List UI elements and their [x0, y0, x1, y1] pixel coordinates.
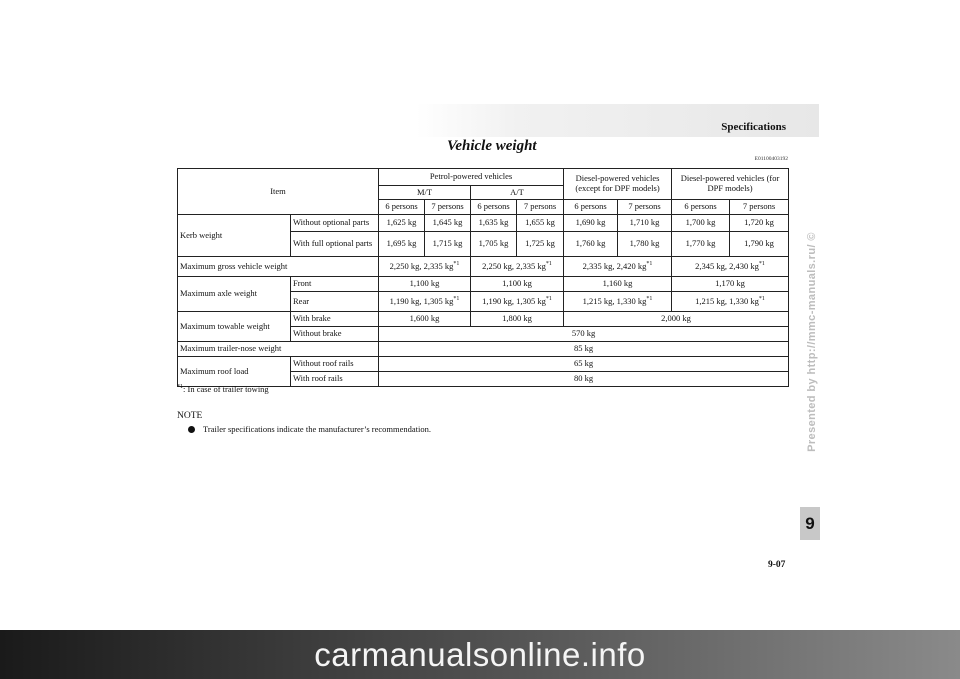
vehicle-weight-table [177, 168, 789, 387]
footnote-text: : In case of trailer towing [183, 384, 269, 394]
table-cell: 1,645 kg [425, 215, 471, 232]
table-cell: 80 kg [379, 372, 789, 387]
reference-code: E01100403192 [754, 156, 788, 162]
table-cell: 1,770 kg [672, 232, 730, 257]
footer-site-link[interactable]: carmanualsonline.info [314, 635, 646, 673]
towable-weight-label: Maximum towable weight [178, 312, 291, 342]
page-number: 9-07 [768, 560, 786, 570]
page-title: Vehicle weight [447, 138, 537, 154]
persons-header: 7 persons [425, 200, 471, 215]
table-cell: 1,215 kg, 1,330 $kg^{*1}$ [672, 292, 789, 312]
table-cell: 1,190 kg, 1,305 $kg^{*1}$ [379, 292, 471, 312]
footnote-mark: *1 [758, 260, 765, 267]
footnote-mark: *1 [177, 384, 183, 391]
footnote-mark: *1 [545, 260, 552, 267]
table-cell: 2,250 kg, 2,335 $kg^{*1}$ [379, 257, 471, 277]
footnote-mark: *1 [453, 260, 460, 267]
diesel-dpf-header: Diesel-powered vehicles (for DPF models) [672, 169, 789, 200]
watermark: Presented by http://mmc-manuals.ru/ © [806, 232, 818, 452]
footnote-mark: *1 [758, 295, 765, 302]
persons-header: 7 persons [517, 200, 564, 215]
trailer-nose-label: Maximum trailer-nose weight [178, 342, 379, 357]
axle-rear-label: Rear [291, 292, 379, 312]
mt-header: M/T [379, 186, 471, 200]
table-cell: 1,635 kg [471, 215, 517, 232]
table-cell: 1,700 kg [672, 215, 730, 232]
footnote [177, 384, 269, 394]
table-cell: 1,780 kg [618, 232, 672, 257]
table-cell: 570 kg [379, 327, 789, 342]
kerb-full-optional-label: With full optional parts [291, 232, 379, 257]
table-cell: 85 kg [379, 342, 789, 357]
table-cell: 1,705 kg [471, 232, 517, 257]
table-cell: 1,170 kg [672, 277, 789, 292]
persons-header: 6 persons [379, 200, 425, 215]
diesel-except-dpf-header: Diesel-powered vehicles (except for DPF models) [564, 169, 672, 200]
table-cell: 1,625 kg [379, 215, 425, 232]
section-header: Specifications [721, 121, 786, 133]
with-roof-rails-label: With roof rails [291, 372, 379, 387]
kerb-weight-label: Kerb weight [178, 215, 291, 257]
table-cell: 2,335 kg, 2,420 $kg^{*1}$ [564, 257, 672, 277]
footnote-mark: *1 [646, 295, 653, 302]
at-header: A/T [471, 186, 564, 200]
table-cell: 1,790 kg [730, 232, 789, 257]
table-cell: 1,800 kg [471, 312, 564, 327]
footnote-mark: *1 [545, 295, 552, 302]
table-cell: 1,725 kg [517, 232, 564, 257]
table-cell: 2,345 kg, 2,430 $kg^{*1}$ [672, 257, 789, 277]
table-cell: 1,215 kg, 1,330 $kg^{*1}$ [564, 292, 672, 312]
gross-weight-label: Maximum gross vehicle weight [178, 257, 379, 277]
persons-header: 6 persons [672, 200, 730, 215]
footnote-mark: *1 [646, 260, 653, 267]
table-cell: 1,600 kg [379, 312, 471, 327]
bullet-icon [188, 426, 195, 433]
table-cell: 65 kg [379, 357, 789, 372]
persons-header: 7 persons [618, 200, 672, 215]
note-item [188, 424, 431, 434]
table-cell: 1,100 kg [471, 277, 564, 292]
axle-weight-label: Maximum axle weight [178, 277, 291, 312]
table-cell: 1,710 kg [618, 215, 672, 232]
persons-header: 7 persons [730, 200, 789, 215]
table-cell: 1,760 kg [564, 232, 618, 257]
petrol-header: Petrol-powered vehicles [379, 169, 564, 186]
item-header: Item [178, 169, 379, 215]
table-cell: 1,695 kg [379, 232, 425, 257]
with-brake-label: With brake [291, 312, 379, 327]
kerb-without-optional-label: Without optional parts [291, 215, 379, 232]
axle-front-label: Front [291, 277, 379, 292]
table-cell: 1,190 kg, 1,305 $kg^{*1}$ [471, 292, 564, 312]
table-cell: 2,000 kg [564, 312, 789, 327]
table-cell: 1,690 kg [564, 215, 618, 232]
without-brake-label: Without brake [291, 327, 379, 342]
table-cell: 2,250 kg, 2,335 $kg^{*1}$ [471, 257, 564, 277]
note-title: NOTE [177, 411, 203, 421]
roof-load-label: Maximum roof load [178, 357, 291, 387]
footnote-mark: *1 [453, 295, 460, 302]
table-cell: 1,720 kg [730, 215, 789, 232]
without-roof-rails-label: Without roof rails [291, 357, 379, 372]
table-cell: 1,715 kg [425, 232, 471, 257]
note-text: Trailer specifications indicate the manufacturer’s recommendation. [203, 424, 432, 434]
persons-header: 6 persons [564, 200, 618, 215]
persons-header: 6 persons [471, 200, 517, 215]
table-cell: 1,100 kg [379, 277, 471, 292]
table-cell: 1,160 kg [564, 277, 672, 292]
chapter-tab: 9 [800, 507, 820, 540]
table-cell: 1,655 kg [517, 215, 564, 232]
